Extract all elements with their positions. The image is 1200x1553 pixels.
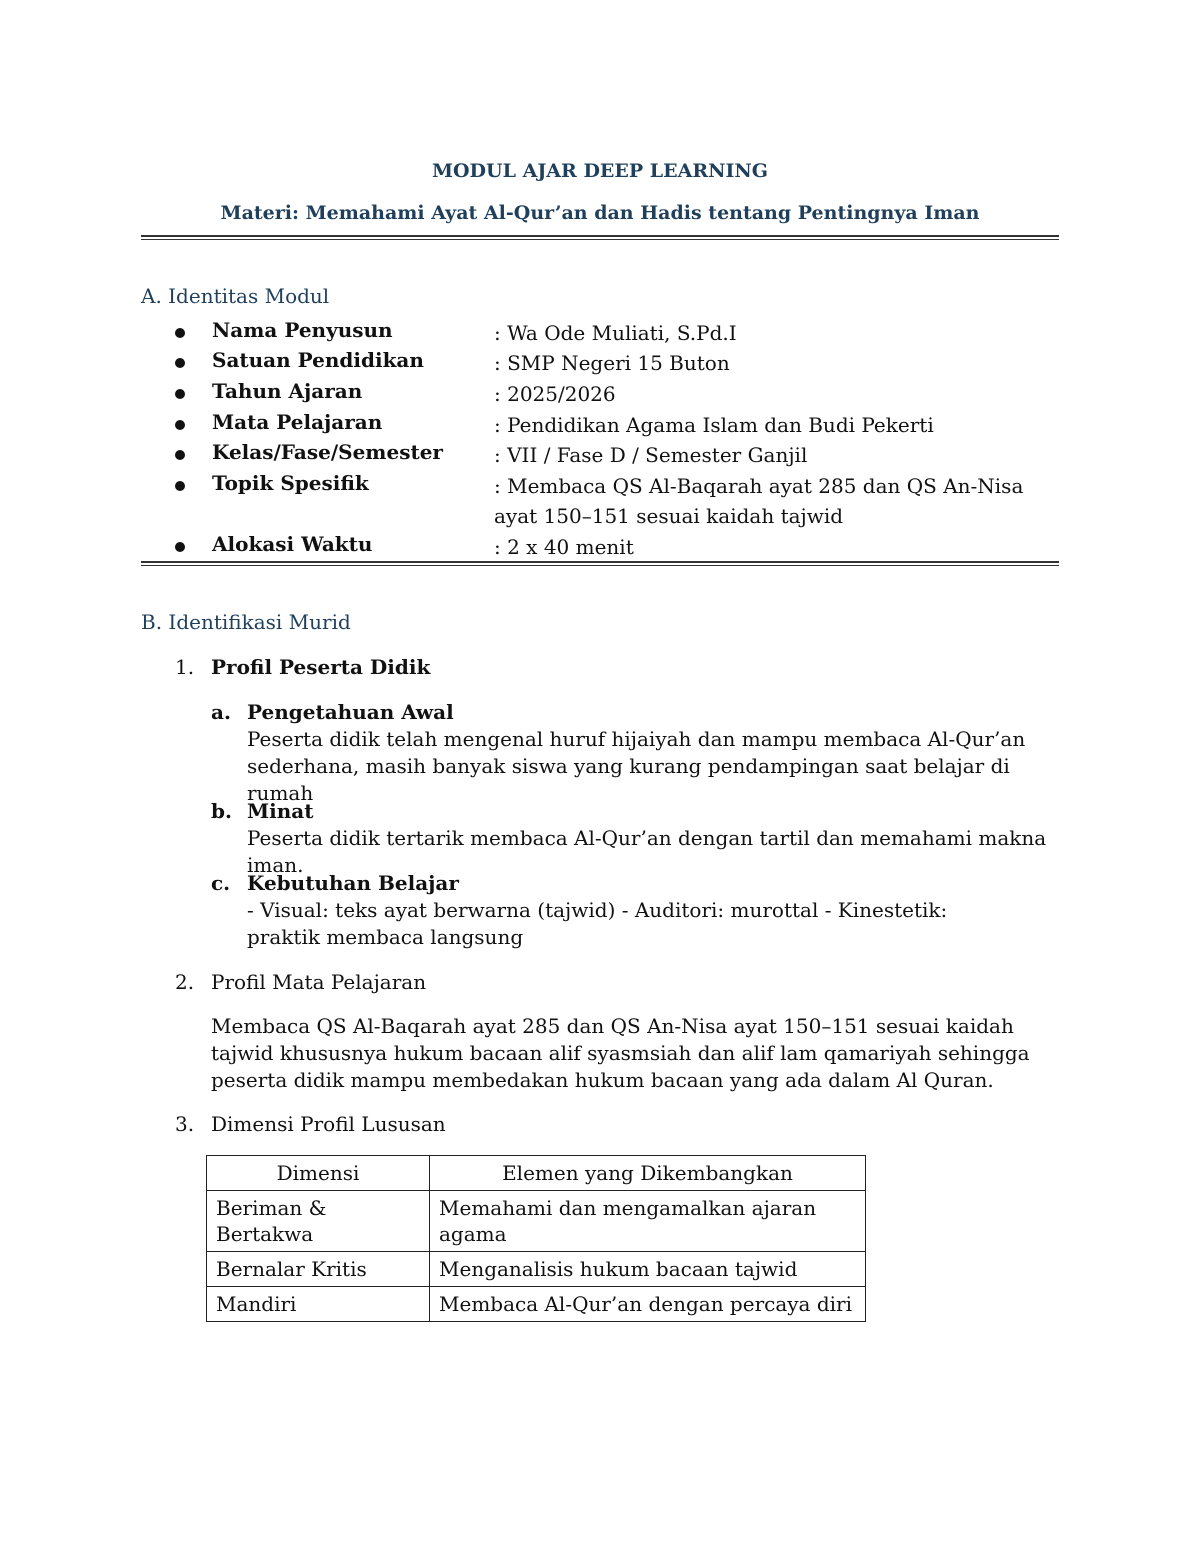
identity-value: : 2 x 40 menit xyxy=(494,535,634,559)
sub-letter: c. xyxy=(211,871,231,895)
list-number: 1. xyxy=(175,655,195,679)
sub-title: Minat xyxy=(247,799,314,823)
table-cell: Membaca Al-Qur’an dengan percaya diri xyxy=(430,1287,866,1322)
identity-label: Mata Pelajaran xyxy=(212,410,383,434)
list-number: 3. xyxy=(175,1112,195,1136)
identity-label: Satuan Pendidikan xyxy=(212,348,424,372)
identity-label: Alokasi Waktu xyxy=(212,532,373,556)
sub-letter: a. xyxy=(211,700,231,724)
table-row xyxy=(207,1252,866,1287)
identity-value: : Pendidikan Agama Islam dan Budi Pekerti xyxy=(494,413,934,437)
title-divider xyxy=(141,235,1059,240)
document-subtitle: Materi: Memahami Ayat Al-Qur’an dan Hadis tentang Pentingnya Iman xyxy=(220,202,980,224)
sub-body: Peserta didik telah mengenal huruf hijaiyah dan mampu membaca Al-Qur’an sederhana, masih banyak siswa yang kurang pendampingan saat belajar di rumah xyxy=(247,727,1026,805)
table-cell: Menganalisis hukum bacaan tajwid xyxy=(430,1252,866,1287)
table-row xyxy=(207,1287,866,1322)
table-cell: Mandiri xyxy=(207,1287,430,1322)
table-header-cell: Elemen yang Dikembangkan xyxy=(430,1156,866,1191)
identity-value: : Membaca QS Al-Baqarah ayat 285 dan QS An-Nisa ayat 150–151 sesuai kaidah tajwid xyxy=(494,474,1024,528)
sub-body: - Visual: teks ayat berwarna (tajwid) - Auditori: murottal - Kinestetik: praktik membaca langsung xyxy=(247,898,948,949)
sub-title: Pengetahuan Awal xyxy=(247,700,454,724)
table-cell: Beriman & Bertakwa xyxy=(207,1191,430,1252)
table-cell: Bernalar Kritis xyxy=(207,1252,430,1287)
bullet-icon xyxy=(175,389,185,399)
bullet-icon xyxy=(175,450,185,460)
bullet-icon xyxy=(175,542,185,552)
list-number: 2. xyxy=(175,970,195,994)
section-b-heading: B. Identifikasi Murid xyxy=(141,610,351,634)
identity-label: Kelas/Fase/Semester xyxy=(212,440,443,464)
identity-label: Tahun Ajaran xyxy=(212,379,363,403)
table-row xyxy=(207,1191,866,1252)
sub-letter: b. xyxy=(211,799,232,823)
identity-value: : VII / Fase D / Semester Ganjil xyxy=(494,443,808,467)
identity-label: Nama Penyusun xyxy=(212,318,393,342)
dimension-table xyxy=(206,1155,866,1322)
section-a-heading: A. Identitas Modul xyxy=(141,284,330,308)
bullet-icon xyxy=(175,328,185,338)
identity-row xyxy=(0,410,1200,440)
profil-mapel-body: Membaca QS Al-Baqarah ayat 285 dan QS An-Nisa ayat 150–151 sesuai kaidah tajwid khususnya hukum bacaan alif syasmsiah dan alif lam qamariyah sehingga peserta didik mampu membedakan hukum bacaan yang ada dalam Al Quran. xyxy=(211,1014,1030,1092)
table-header-cell: Dimensi xyxy=(207,1156,430,1191)
identity-row xyxy=(0,318,1200,348)
document-title: MODUL AJAR DEEP LEARNING xyxy=(431,160,769,182)
table-header-row xyxy=(207,1156,866,1191)
dimensi-title: Dimensi Profil Lususan xyxy=(211,1112,446,1136)
profil-peserta-title: Profil Peserta Didik xyxy=(211,655,431,679)
bullet-icon xyxy=(175,481,185,491)
bullet-icon xyxy=(175,358,185,368)
identity-row xyxy=(0,532,1200,562)
identity-value: : Wa Ode Muliati, S.Pd.I xyxy=(494,321,737,345)
identity-value: : SMP Negeri 15 Buton xyxy=(494,351,730,375)
table-cell: Memahami dan mengamalkan ajaran agama xyxy=(430,1191,866,1252)
profil-mapel-title: Profil Mata Pelajaran xyxy=(211,970,427,994)
sub-body: Peserta didik tertarik membaca Al-Qur’an dengan tartil dan memahami makna iman. xyxy=(247,826,1047,877)
identity-row xyxy=(0,379,1200,409)
bullet-icon xyxy=(175,420,185,430)
sub-title: Kebutuhan Belajar xyxy=(247,871,459,895)
identity-label: Topik Spesifik xyxy=(212,471,369,495)
identity-row xyxy=(0,440,1200,470)
identity-row xyxy=(0,471,1200,528)
identity-value: : 2025/2026 xyxy=(494,382,616,406)
section-a-divider xyxy=(141,561,1059,566)
identity-row xyxy=(0,348,1200,378)
